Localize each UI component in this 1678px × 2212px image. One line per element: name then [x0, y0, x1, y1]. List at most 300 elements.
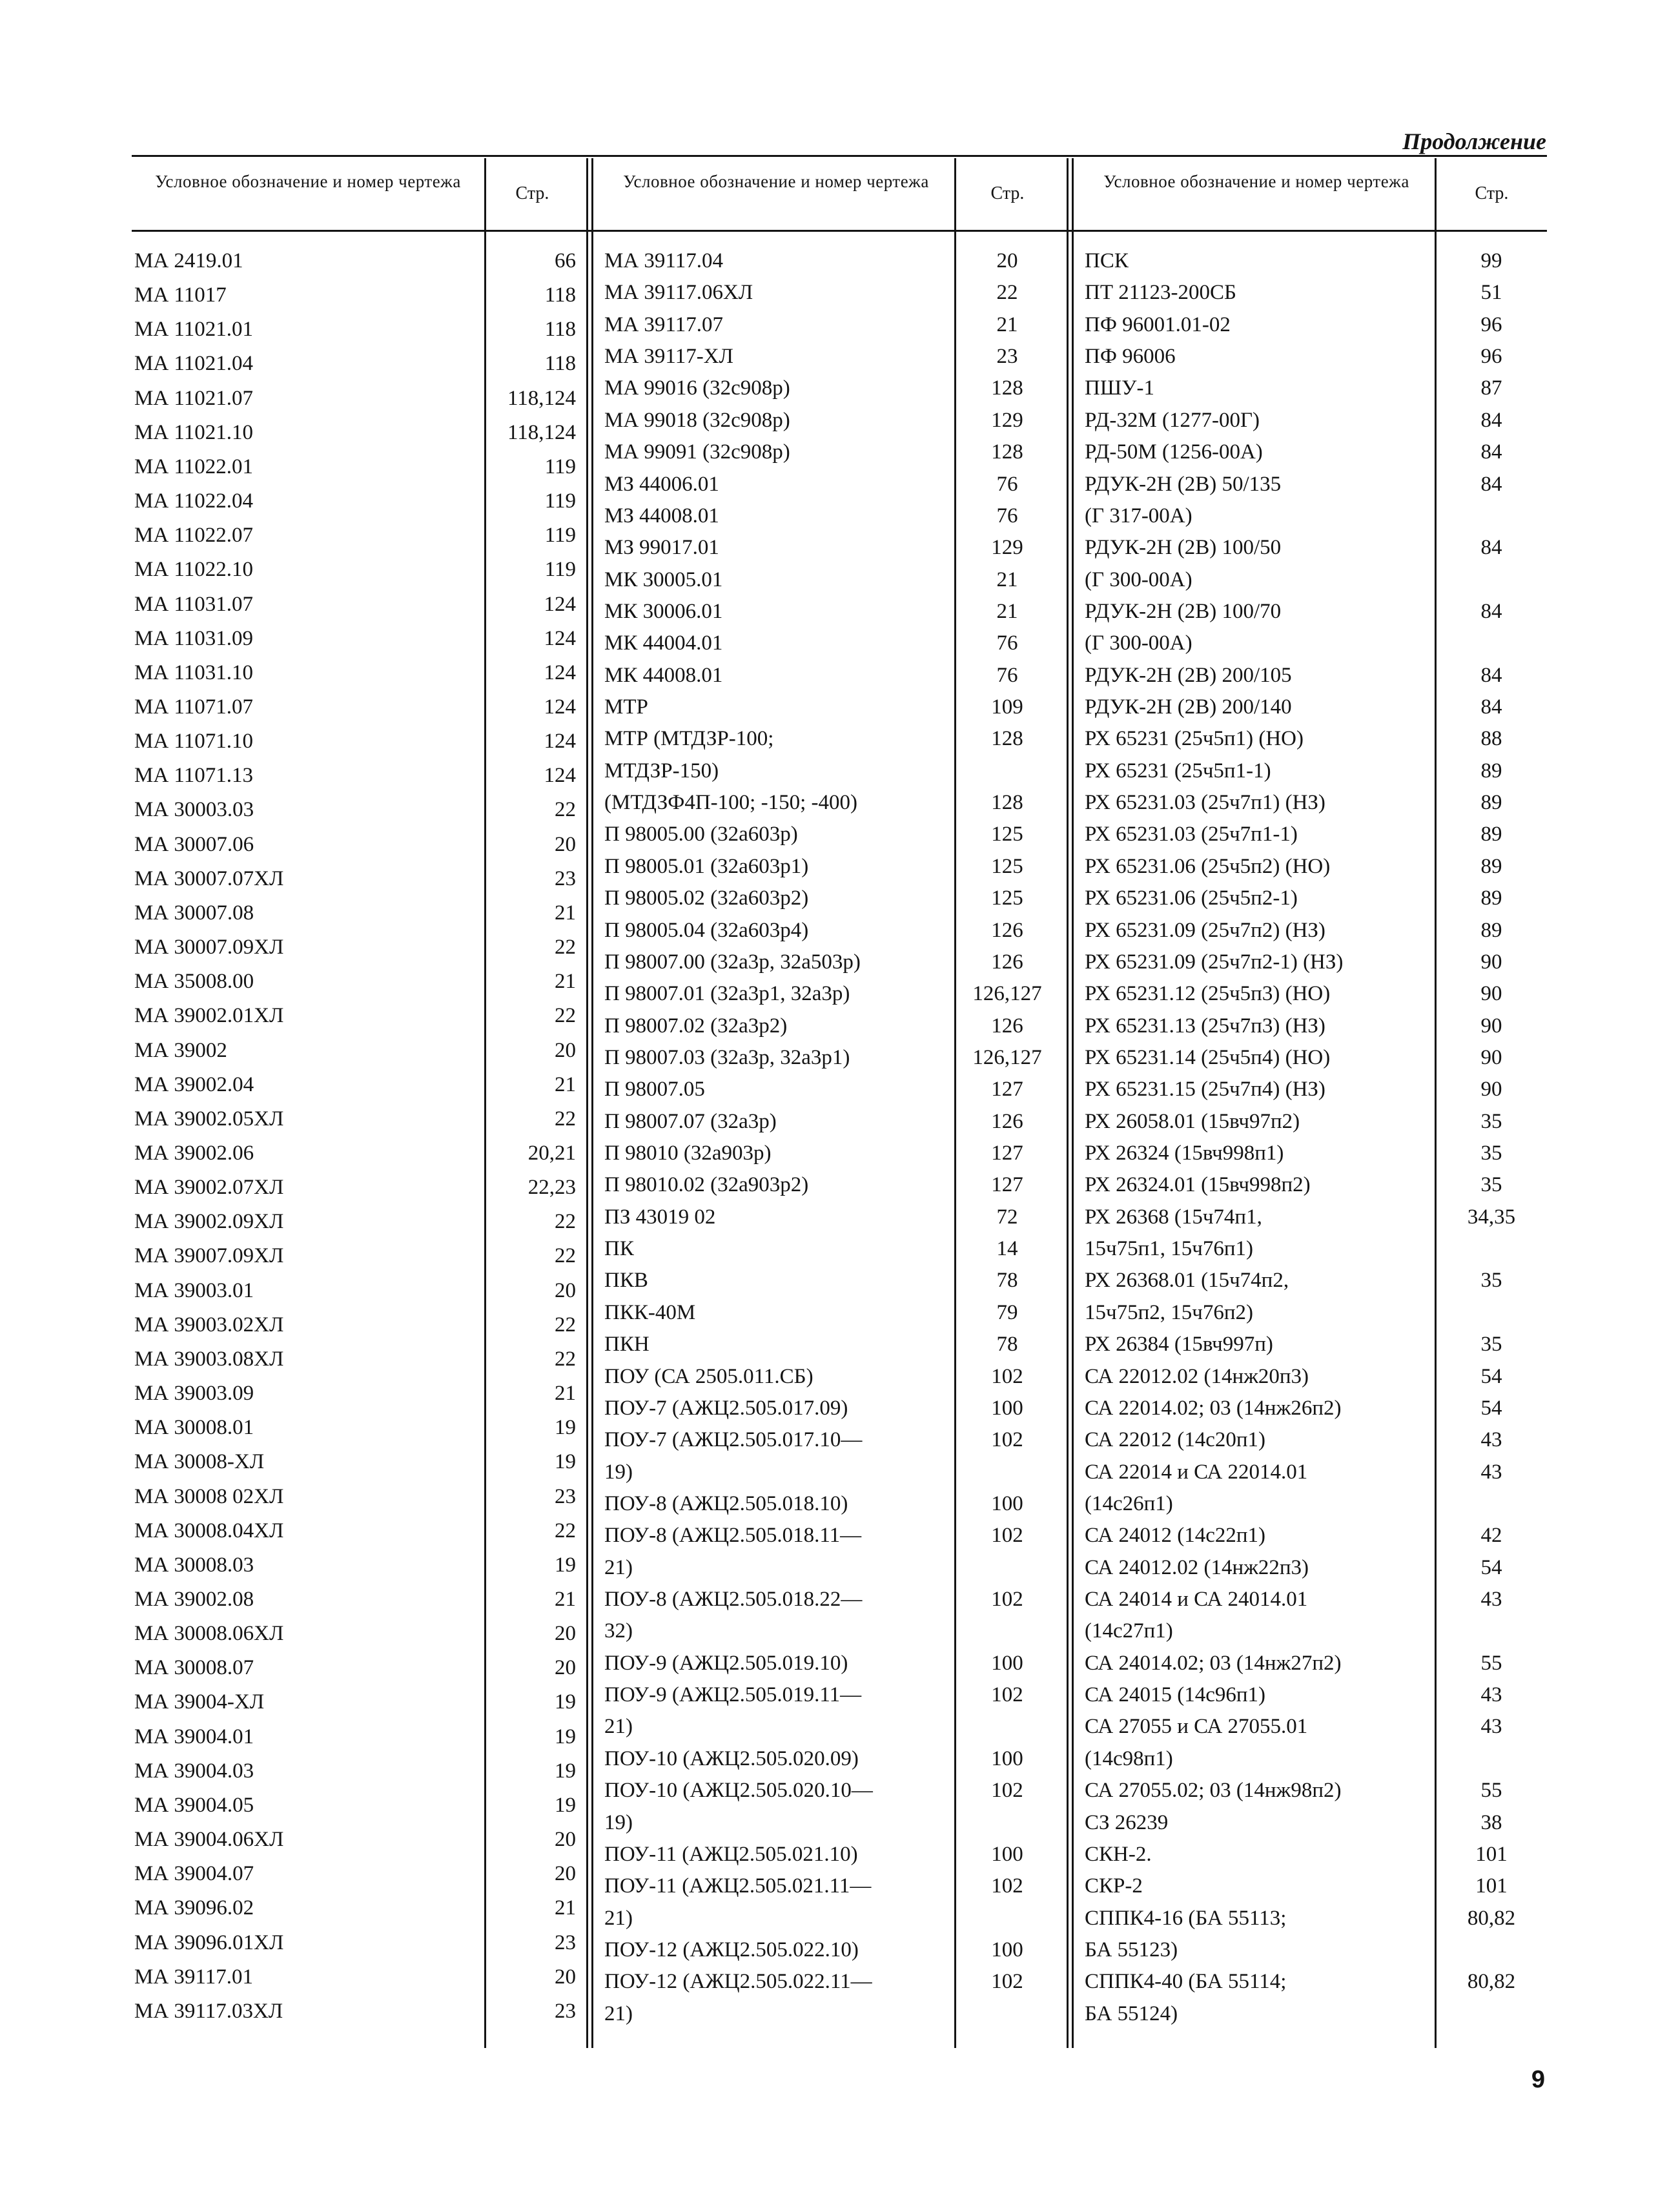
entry-page: 76	[996, 472, 1018, 496]
entry-name: МА 39002.06	[134, 1142, 254, 1165]
entry-name: МА 30008.04ХЛ	[134, 1519, 284, 1542]
entry-name: СА 24015 (14с96п1)	[1085, 1683, 1265, 1707]
entry-name: МА 30008 02ХЛ	[134, 1484, 284, 1508]
entry-page: 38	[1480, 1810, 1502, 1834]
entry-page: 21	[555, 1382, 576, 1406]
entry-page: 22	[555, 936, 576, 959]
entry-name: (14с26п1)	[1085, 1491, 1173, 1515]
entry-name: П 98007.01 (32а3р1, 32а3р)	[604, 982, 850, 1006]
entry-page: 22	[555, 1004, 576, 1028]
entry-name: МА 30008.07	[134, 1656, 254, 1680]
entry-page: 129	[991, 536, 1023, 560]
entry-name: РДУК-2Н (2В) 100/70	[1085, 599, 1282, 623]
entry-name: БА 55123)	[1085, 1938, 1178, 1961]
entry-page: 55	[1480, 1651, 1502, 1675]
entry-page: 35	[1480, 1269, 1502, 1293]
continuation-label: Продолжение	[1402, 128, 1546, 154]
entry-page: 76	[996, 663, 1018, 687]
entry-name: МА 39117.07	[604, 312, 723, 336]
entry-name: МА 11022.01	[134, 455, 253, 478]
entry-name: МА 39117.01	[134, 1965, 253, 1989]
entry-name: 21)	[604, 1715, 633, 1739]
entry-name: МА 39117.03ХЛ	[134, 1999, 283, 2023]
entry-name: РХ 65231.03 (25ч7п1-1)	[1085, 823, 1298, 846]
entry-name: МА 11071.13	[134, 764, 253, 788]
entry-name: СППК4-16 (БА 55113;	[1085, 1906, 1287, 1930]
column-group-separator	[586, 158, 588, 2048]
entry-page: 43	[1480, 1460, 1502, 1484]
entry-page: 21	[555, 1588, 576, 1611]
entry-page: 55	[1480, 1779, 1502, 1803]
entry-page: 22	[555, 1519, 576, 1542]
entry-page: 102	[991, 1428, 1023, 1452]
entry-page: 100	[991, 1746, 1023, 1770]
entry-page: 102	[991, 1364, 1023, 1388]
entry-page: 84	[1480, 663, 1502, 687]
entry-page: 118	[544, 352, 576, 376]
entry-name: П 98005.04 (32а603р4)	[604, 918, 809, 942]
entry-page: 20	[555, 1656, 576, 1680]
entry-name: МА 39002.07ХЛ	[134, 1176, 284, 1200]
entry-name: ПОУ-12 (АЖЦ2.505.022.11—	[604, 1970, 872, 1994]
column-group-separator	[591, 158, 593, 2048]
entry-page: 21	[555, 901, 576, 925]
entry-name: П 98010.02 (32а903р2)	[604, 1173, 809, 1197]
entry-name: МА 30008.03	[134, 1553, 254, 1577]
entry-name: МА 39117.04	[604, 249, 723, 272]
entry-page: 127	[991, 1142, 1023, 1165]
entry-name: ПФ 96001.01-02	[1085, 312, 1231, 336]
entry-name: (Г 317-00А)	[1085, 504, 1192, 527]
entry-name: РХ 65231.13 (25ч7п3) (НЗ)	[1085, 1014, 1325, 1038]
entry-name: МА 11071.10	[134, 730, 253, 753]
entry-name: П 98010 (32а903р)	[604, 1142, 772, 1165]
entry-name: ПКН	[604, 1333, 650, 1357]
entry-page: 72	[996, 1205, 1018, 1229]
entry-name: 15ч75п2, 15ч76п2)	[1085, 1300, 1254, 1324]
entry-page: 99	[1480, 249, 1502, 272]
entry-page: 128	[991, 727, 1023, 751]
entry-name: МА 39003.08ХЛ	[134, 1347, 284, 1371]
entry-name: МА 30007.08	[134, 901, 254, 925]
entry-name: ПОУ-8 (АЖЦ2.505.018.11—	[604, 1524, 862, 1548]
entry-page: 89	[1480, 759, 1502, 783]
entry-name: МА 39004.05	[134, 1793, 254, 1817]
entry-page: 89	[1480, 791, 1502, 815]
entry-name: СА 24012.02 (14нж22п3)	[1085, 1555, 1309, 1579]
entry-name: СА 27055 и СА 27055.01	[1085, 1715, 1308, 1739]
header-name: Условное обозначение и номер чертежа	[623, 172, 929, 191]
entry-name: ПОУ-8 (АЖЦ2.505.018.10)	[604, 1491, 848, 1515]
entry-name: МА 99091 (32с908р)	[604, 440, 790, 464]
entry-page: 22	[555, 1313, 576, 1336]
entry-page: 23	[555, 1930, 576, 1954]
entry-page: 124	[544, 592, 576, 616]
entry-page: 100	[991, 1491, 1023, 1515]
entry-name: РХ 65231.03 (25ч7п1) (НЗ)	[1085, 791, 1325, 815]
entry-page: 102	[991, 1970, 1023, 1994]
entry-page: 89	[1480, 918, 1502, 942]
entry-name: РДУК-2Н (2В) 200/105	[1085, 663, 1292, 687]
entry-name: ПШУ-1	[1085, 376, 1154, 400]
entry-page: 19	[555, 1416, 576, 1440]
entry-page: 102	[991, 1524, 1023, 1548]
entry-name: СКН-2.	[1085, 1842, 1152, 1866]
entry-page: 96	[1480, 312, 1502, 336]
entry-name: МК 30005.01	[604, 568, 723, 591]
entry-page: 89	[1480, 854, 1502, 878]
entry-name: СА 24012 (14с22п1)	[1085, 1524, 1265, 1548]
entry-name: ПОУ-7 (АЖЦ2.505.017.09)	[604, 1396, 848, 1420]
entry-page: 54	[1480, 1364, 1502, 1388]
entry-name: МК 44008.01	[604, 663, 723, 687]
entry-page: 80,82	[1467, 1906, 1516, 1930]
entry-name: МА 11021.04	[134, 352, 253, 376]
entry-page: 20	[555, 1862, 576, 1886]
entry-name: МА 39003.02ХЛ	[134, 1313, 284, 1336]
entry-page: 21	[555, 1072, 576, 1096]
entry-page: 43	[1480, 1588, 1502, 1611]
entry-page: 54	[1480, 1396, 1502, 1420]
entry-page: 19	[555, 1553, 576, 1577]
entry-page: 22	[555, 1244, 576, 1268]
entry-page: 102	[991, 1588, 1023, 1611]
header-name: Условное обозначение и номер чертежа	[1103, 172, 1409, 191]
header-page: Стр.	[1475, 183, 1509, 203]
entry-name: МА 39002.04	[134, 1072, 254, 1096]
entry-name: РХ 65231 (25ч5п1-1)	[1085, 759, 1271, 783]
entry-page: 126	[991, 1014, 1023, 1038]
entry-page: 19	[555, 1450, 576, 1474]
entry-page: 124	[544, 730, 576, 753]
entry-name: МА 11021.01	[134, 318, 253, 342]
entry-page: 119	[544, 524, 576, 548]
entry-page: 84	[1480, 695, 1502, 719]
entry-page: 118	[544, 283, 576, 307]
entry-page: 118,124	[507, 420, 576, 444]
entry-name: СА 22014.02; 03 (14нж26п2)	[1085, 1396, 1342, 1420]
entry-name: МА 11022.07	[134, 524, 253, 548]
entry-name: МА 99016 (32с908р)	[604, 376, 790, 400]
entry-name: МА 39117-ХЛ	[604, 345, 733, 369]
entry-page: 22	[555, 798, 576, 822]
entry-name: ПКВ	[604, 1269, 648, 1293]
entry-name: РХ 26368.01 (15ч74п2,	[1085, 1269, 1289, 1293]
entry-name: П 98005.00 (32а603р)	[604, 823, 798, 846]
entry-page: 79	[996, 1300, 1018, 1324]
entry-page: 20,21	[527, 1142, 576, 1165]
entry-page: 35	[1480, 1333, 1502, 1357]
entry-name: МА 30003.03	[134, 798, 254, 822]
entry-page: 21	[996, 312, 1018, 336]
entry-name: МА 39002.09ХЛ	[134, 1210, 284, 1234]
entry-page: 84	[1480, 408, 1502, 432]
entry-page: 19	[555, 1690, 576, 1714]
entry-name: МА 11071.07	[134, 695, 253, 719]
entry-name: (14с98п1)	[1085, 1746, 1173, 1770]
entry-page: 88	[1480, 727, 1502, 751]
entry-name: РХ 26324 (15вч998п1)	[1085, 1142, 1284, 1165]
entry-name: РДУК-2Н (2В) 200/140	[1085, 695, 1292, 719]
entry-name: МК 44004.01	[604, 631, 723, 655]
entry-page: 78	[996, 1333, 1018, 1357]
header-name: Условное обозначение и номер чертежа	[155, 172, 461, 191]
entry-name: ПЗ 43019 02	[604, 1205, 716, 1229]
entry-page: 126,127	[972, 982, 1042, 1006]
entry-page: 100	[991, 1938, 1023, 1961]
entry-page: 119	[544, 558, 576, 582]
entry-name: МА 39004.01	[134, 1725, 254, 1748]
entry-page: 35	[1480, 1142, 1502, 1165]
entry-page: 34,35	[1467, 1205, 1516, 1229]
entry-page: 126,127	[972, 1045, 1042, 1069]
entry-name: (Г 300-00А)	[1085, 568, 1192, 591]
entry-page: 100	[991, 1651, 1023, 1675]
entry-name: П 98005.01 (32а603р1)	[604, 854, 809, 878]
entry-page: 23	[996, 345, 1018, 369]
entry-name: МА 99018 (32с908р)	[604, 408, 790, 432]
entry-page: 43	[1480, 1683, 1502, 1707]
entry-name: РХ 65231.06 (25ч5п2-1)	[1085, 886, 1298, 910]
entry-page: 66	[555, 249, 576, 272]
entry-name: РХ 26058.01 (15вч97п2)	[1085, 1109, 1300, 1133]
entry-name: РХ 26368 (15ч74п1,	[1085, 1205, 1262, 1229]
entry-page: 20	[555, 1965, 576, 1989]
entry-page: 19	[555, 1759, 576, 1783]
entry-page: 22,23	[527, 1176, 576, 1200]
entry-name: П 98005.02 (32а603р2)	[604, 886, 809, 910]
top-rule	[132, 155, 1547, 157]
entry-name: РХ 65231 (25ч5п1) (НО)	[1085, 727, 1304, 751]
entry-name: МТР (МТДЗР-100;	[604, 727, 774, 751]
entry-page: 127	[991, 1173, 1023, 1197]
entry-page: 125	[991, 823, 1023, 846]
entry-page: 90	[1480, 950, 1502, 974]
entry-name: ПТ 21123-200СБ	[1085, 281, 1236, 305]
entry-name: МА 39007.09ХЛ	[134, 1244, 284, 1268]
entry-page: 21	[996, 599, 1018, 623]
entry-page: 90	[1480, 1078, 1502, 1101]
entry-name: РХ 65231.06 (25ч5п2) (НО)	[1085, 854, 1331, 878]
entry-page: 90	[1480, 1045, 1502, 1069]
entry-name: СППК4-40 (БА 55114;	[1085, 1970, 1287, 1994]
header-page: Стр.	[990, 183, 1025, 203]
entry-name: ПОУ-10 (АЖЦ2.505.020.09)	[604, 1746, 859, 1770]
entry-page: 14	[996, 1237, 1018, 1261]
entry-page: 20	[555, 1622, 576, 1646]
entry-name: ПОУ-11 (АЖЦ2.505.021.11—	[604, 1874, 872, 1898]
entry-page: 90	[1480, 1014, 1502, 1038]
entry-page: 54	[1480, 1555, 1502, 1579]
entry-name: П 98007.00 (32а3р, 32а503р)	[604, 950, 861, 974]
entry-name: МЗ 44008.01	[604, 504, 719, 527]
entry-page: 124	[544, 626, 576, 650]
column-group-separator	[1072, 158, 1074, 2048]
entry-name: 21)	[604, 2002, 633, 2025]
entry-page: 101	[1475, 1842, 1508, 1866]
entry-name: (14с27п1)	[1085, 1619, 1173, 1643]
entry-page: 20	[555, 1038, 576, 1062]
entry-name: БА 55124)	[1085, 2002, 1178, 2025]
entry-name: СЗ 26239	[1085, 1810, 1169, 1834]
entry-name: РХ 65231.09 (25ч7п2) (НЗ)	[1085, 918, 1325, 942]
entry-name: МА 39117.06ХЛ	[604, 281, 753, 305]
entry-page: 20	[996, 249, 1018, 272]
entry-name: МА 39004.03	[134, 1759, 254, 1783]
entry-name: МТР	[604, 695, 648, 719]
entry-name: РХ 26384 (15вч997п)	[1085, 1333, 1273, 1357]
entry-name: 21)	[604, 1555, 633, 1579]
entry-page: 84	[1480, 440, 1502, 464]
entry-name: МА 30008.06ХЛ	[134, 1622, 284, 1646]
entry-name: РХ 65231.15 (25ч7п4) (НЗ)	[1085, 1078, 1325, 1101]
entry-page: 23	[555, 1484, 576, 1508]
entry-page: 42	[1480, 1524, 1502, 1548]
entry-name: МА 39002.08	[134, 1588, 254, 1611]
entry-name: ПОУ-10 (АЖЦ2.505.020.10—	[604, 1779, 873, 1803]
entry-name: МА 39096.02	[134, 1896, 254, 1920]
header-page: Стр.	[515, 183, 549, 203]
entry-name: СКР-2	[1085, 1874, 1143, 1898]
entry-name: МА 11022.04	[134, 489, 253, 513]
entry-page: 102	[991, 1874, 1023, 1898]
entry-page: 118	[544, 318, 576, 342]
entry-page: 128	[991, 376, 1023, 400]
entry-name: ПОУ-12 (АЖЦ2.505.022.10)	[604, 1938, 859, 1961]
entry-name: РДУК-2Н (2В) 50/135	[1085, 472, 1282, 496]
entry-page: 90	[1480, 982, 1502, 1006]
entry-name: РД-32М (1277-00Г)	[1085, 408, 1260, 432]
entry-name: ПФ 96006	[1085, 345, 1176, 369]
entry-name: МА 11031.07	[134, 592, 253, 616]
entry-page: 23	[555, 866, 576, 890]
entry-name: МА 11021.07	[134, 386, 253, 410]
entry-name: МА 39096.01ХЛ	[134, 1930, 284, 1954]
entry-page: 118,124	[507, 386, 576, 410]
entry-page: 76	[996, 631, 1018, 655]
entry-page: 76	[996, 504, 1018, 527]
entry-name: (Г 300-00А)	[1085, 631, 1192, 655]
entry-name: МА 11017	[134, 283, 227, 307]
entry-page: 89	[1480, 823, 1502, 846]
entry-name: П 98007.03 (32а3р, 32а3р1)	[604, 1045, 850, 1069]
entry-page: 109	[991, 695, 1023, 719]
entry-name: ПКК-40М	[604, 1300, 696, 1324]
entry-name: ПОУ-9 (АЖЦ2.505.019.11—	[604, 1683, 862, 1707]
entry-page: 89	[1480, 886, 1502, 910]
entry-name: ПОУ-9 (АЖЦ2.505.019.10)	[604, 1651, 848, 1675]
entry-page: 87	[1480, 376, 1502, 400]
entry-name: ПСК	[1085, 249, 1129, 272]
entry-name: МА 11021.10	[134, 420, 253, 444]
name-page-separator	[484, 158, 486, 2048]
entry-page: 19	[555, 1725, 576, 1748]
entry-name: МТДЗР-150)	[604, 759, 719, 783]
entry-name: 21)	[604, 1906, 633, 1930]
entry-name: МА 39002.01ХЛ	[134, 1004, 284, 1028]
entry-name: СА 22012 (14с20п1)	[1085, 1428, 1265, 1452]
entry-page: 22	[555, 1107, 576, 1131]
entry-name: МА 30007.06	[134, 832, 254, 856]
entry-page: 80,82	[1467, 1970, 1516, 1994]
entry-page: 96	[1480, 345, 1502, 369]
entry-page: 84	[1480, 472, 1502, 496]
entry-page: 43	[1480, 1715, 1502, 1739]
entry-name: МЗ 99017.01	[604, 536, 719, 560]
entry-name: РХ 65231.14 (25ч5п4) (НО)	[1085, 1045, 1331, 1069]
entry-name: МА 11031.10	[134, 661, 253, 684]
entry-name: МЗ 44006.01	[604, 472, 719, 496]
entry-page: 23	[555, 1999, 576, 2023]
entry-name: ПОУ-8 (АЖЦ2.505.018.22—	[604, 1588, 863, 1611]
entry-page: 101	[1475, 1874, 1508, 1898]
entry-name: МА 39003.09	[134, 1382, 254, 1406]
entry-name: МА 39004-ХЛ	[134, 1690, 265, 1714]
entry-name: СА 24014 и СА 24014.01	[1085, 1588, 1308, 1611]
entry-name: МА 39002.05ХЛ	[134, 1107, 284, 1131]
entry-page: 126	[991, 1109, 1023, 1133]
entry-page: 102	[991, 1779, 1023, 1803]
name-page-separator	[1435, 158, 1437, 2048]
entry-page: 128	[991, 791, 1023, 815]
entry-page: 21	[555, 970, 576, 994]
entry-page: 35	[1480, 1109, 1502, 1133]
entry-page: 20	[555, 1828, 576, 1852]
entry-name: 19)	[604, 1460, 633, 1484]
entry-page: 78	[996, 1269, 1018, 1293]
entry-name: (МТДЗФ4П-100; -150; -400)	[604, 791, 857, 815]
entry-name: СА 27055.02; 03 (14нж98п2)	[1085, 1779, 1342, 1803]
entry-name: ПОУ (СА 2505.011.СБ)	[604, 1364, 813, 1388]
entry-name: ПОУ-7 (АЖЦ2.505.017.10—	[604, 1428, 863, 1452]
entry-name: МА 30008.01	[134, 1416, 254, 1440]
name-page-separator	[954, 158, 956, 2048]
header-rule	[132, 230, 1547, 232]
entry-name: 15ч75п1, 15ч76п1)	[1085, 1237, 1254, 1261]
entry-page: 127	[991, 1078, 1023, 1101]
entry-name: РХ 26324.01 (15вч998п2)	[1085, 1173, 1311, 1197]
entry-name: РДУК-2Н (2В) 100/50	[1085, 536, 1282, 560]
entry-page: 100	[991, 1396, 1023, 1420]
entry-page: 124	[544, 695, 576, 719]
entry-page: 19	[555, 1793, 576, 1817]
entry-page: 125	[991, 886, 1023, 910]
entry-page: 22	[555, 1347, 576, 1371]
entry-name: ПОУ-11 (АЖЦ2.505.021.10)	[604, 1842, 858, 1866]
entry-name: РД-50М (1256-00А)	[1085, 440, 1263, 464]
entry-name: МА 30007.07ХЛ	[134, 866, 284, 890]
entry-page: 125	[991, 854, 1023, 878]
page-number: 9	[1531, 2066, 1545, 2093]
entry-name: ПК	[604, 1237, 634, 1261]
entry-page: 43	[1480, 1428, 1502, 1452]
entry-name: МА 11031.09	[134, 626, 253, 650]
entry-page: 21	[996, 568, 1018, 591]
entry-page: 20	[555, 1278, 576, 1302]
entry-page: 20	[555, 832, 576, 856]
entry-page: 128	[991, 440, 1023, 464]
entry-name: СА 22014 и СА 22014.01	[1085, 1460, 1308, 1484]
entry-page: 100	[991, 1842, 1023, 1866]
entry-page: 126	[991, 918, 1023, 942]
entry-page: 119	[544, 489, 576, 513]
entry-page: 119	[544, 455, 576, 478]
entry-name: МА 39003.01	[134, 1278, 254, 1302]
entry-name: П 98007.02 (32а3р2)	[604, 1014, 788, 1038]
entry-page: 129	[991, 408, 1023, 432]
entry-name: П 98007.05	[604, 1078, 705, 1101]
entry-page: 35	[1480, 1173, 1502, 1197]
